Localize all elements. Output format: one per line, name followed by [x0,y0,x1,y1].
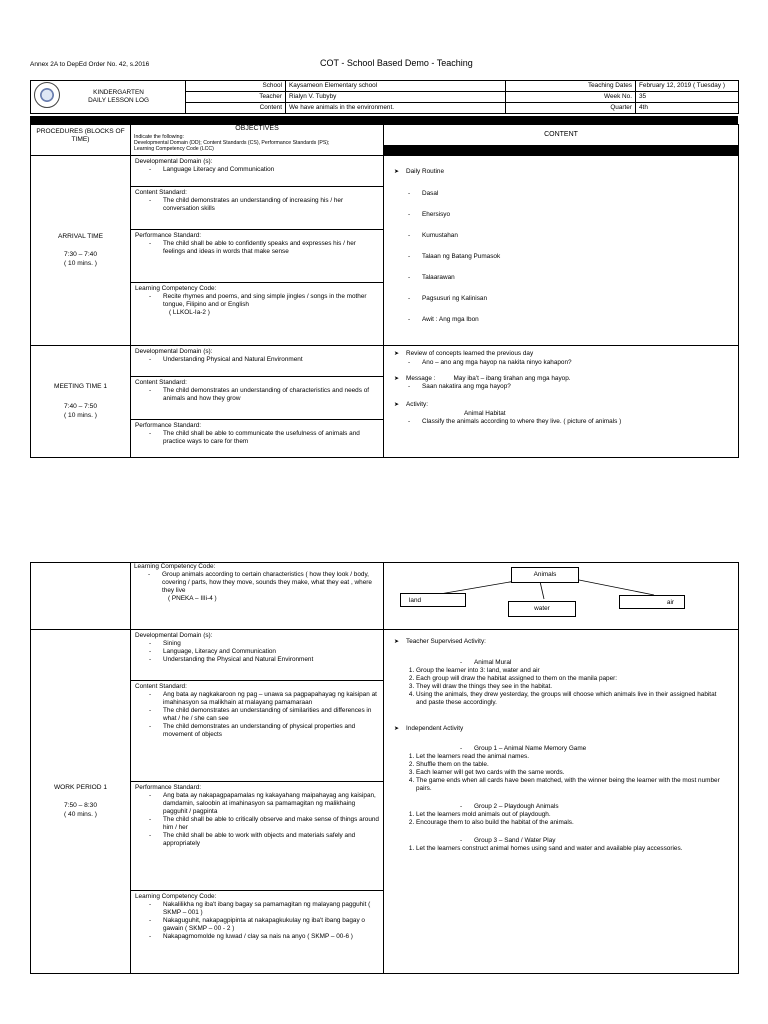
list-item: - Ang bata ay nagkakaroon ng pag – unawa sa pagpapahayag ng kaisipan at imahinasyon sa malikhain at malayang pamamaraan [153,691,379,707]
work-period-block: WORK PERIOD 1 7:50 – 8:30 ( 40 mins. ) [31,630,131,974]
meeting-objectives: Developmental Domain (s): - Understanding Physical and Natural Environment Content Standard: - The child demonstrates an understanding of characteristics and needs of animals and how they grow Performance Standard: - The child shall be able to communicate the usefulness of animals and practice ways to care for them [131,346,384,458]
diagram-root: Animals [511,567,579,583]
diagram-water: water [508,601,576,617]
annex-label: Annex 2A to DepEd Order No. 42, s.2016 [30,61,150,68]
meeting-time-block: MEETING TIME 1 7:40 – 7:50 ( 10 mins. ) [31,346,131,458]
teacher-value: Rialyn V. Tubyby [286,92,506,103]
list-item: 1. Let the learners mold animals out of playdough. [416,811,728,819]
animal-diagram [384,563,739,630]
page-2 [0,520,768,1024]
list-item: - Pagsusuri ng Kalinisan [412,295,728,303]
quarter-label: Quarter [506,103,636,114]
meeting-content: ➤ Review of concepts learned the previous day - Ano – ano ang mga hayop na nakita ninyo kahapon? ➤ Message : May iba't – ibang tirahan ang mga hayop. - Saan nakatira ang mga hayop? ➤ Activity: Animal Habitat - Classify the animals according to where they live. ( picture of animals ) [384,346,739,458]
group3-steps [394,845,728,853]
list-item: 4. Using the animals, they drew yesterday, the groups will choose which animals live in their assigned habitat and paste these accordingly. [416,691,728,707]
list-item: - Awit : Ang mga Ibon [412,316,728,324]
list-item: - Nakaguguhit, nakapagpipinta at nakapagkukulay ng iba't ibang bagay o gawain ( SKMP – 00 - 2 ) [153,917,379,933]
content-value: We have animals in the environment. [286,103,506,114]
list-item: - The child demonstrates an understanding of physical properties and movement of objects [153,723,379,739]
diagram-land: land [400,593,466,607]
list-item: - Ehersisyo [412,211,728,219]
work-objectives: Developmental Domain (s): - Sining - Language, Literacy and Communication - Understanding the Physical and Natural Environment Content Standard: - Ang bata ay nagkakaroon ng pag – unawa sa pagpapahayag ng kaisipan at imahinasyon sa malikhain at malayang pamamaraan - The child demonstrates an understanding of similarities and differences in what / he / she can see - The child demonstrates an understanding of physical properties and movement of objects Performance Standard: - Ang bata ay nakapagpapamalas ng kakayahang maipahayag ang kaisipan, damdamin, saloobin at imahinasyon sa pamamagitan ng malikhaing pagguhit / pagpinta - The child shall be able to critically observe and make sense of things around him / her - The child shall be able to work with objects and materials safely and appropriately Learning Competency Code: - Nakalilikha ng iba't ibang bagay sa pamamagitan ng malayang pagguhit ( SKMP – 001 ) - Nakaguguhit, nakapagpipinta at nakapagkukulay ng iba't ibang bagay o gawain ( SKMP – 00 - 2 ) - Nakapagmomolde ng luwad / clay sa nais na anyo ( SKMP – 00-6 ) [131,630,384,974]
list-item: 1. Let the learners read the animal names. [416,753,728,761]
week-label: Week No. [506,92,636,103]
list-item: - Nakalilikha ng iba't ibang bagay sa pamamagitan ng malayang pagguhit ( SKMP – 001 ) [153,901,379,917]
list-item: 1. Let the learners construct animal homes using sand and water and available play accessories. [416,845,728,853]
lesson-table-page1 [30,124,739,458]
group2-steps [394,811,728,827]
teacher-label: Teacher [186,92,286,103]
objectives-header: OBJECTIVES Indicate the following: Developmental Domain (DD); Content Standards (CS), Performance Standards (PS); Learning Competency Code (LCC) [131,125,384,156]
list-item: - Understanding the Physical and Natural Environment [153,656,379,664]
quarter-value: 4th [636,103,739,114]
list-item: - Language, Literacy and Communication [153,648,379,656]
arrival-content: ➤ Daily Routine - Dasal - Ehersisyo - Kumustahan - Talaan ng Batang Pumasok - Talaarawan - Pagsusuri ng Kalinisan - Awit : Ang mga Ibon [384,156,739,346]
content-header: CONTENT [384,125,739,156]
header-left-title: KINDERGARTEN DAILY LESSON LOG [31,81,186,114]
document-title: COT - School Based Demo - Teaching [320,58,473,68]
header-table [30,80,739,114]
list-item: 2. Each group will draw the habitat assigned to them on the manila paper: [416,675,728,683]
list-item: 3. Each learner will get two cards with the same words. [416,769,728,777]
list-item: 2. Encourage them to also build the habitat of the animals. [416,819,728,827]
list-item: 4. The game ends when all cards have been matched, with the winner being the learner with the most number pairs. [416,777,728,793]
black-divider [30,116,738,124]
list-item: - Nakapagmomolde ng luwad / clay sa nais na anyo ( SKMP – 00-6 ) [153,933,379,941]
tsa-steps [394,667,728,707]
list-item: - Talaan ng Batang Pumasok [412,253,728,261]
procedures-header: PROCEDURES (BLOCKS OF TIME) [31,125,131,156]
school-value: Kaysameon Elementary school [286,81,506,92]
group1-steps [394,753,728,793]
content-label: Content [186,103,286,114]
list-item: - Sining [153,640,379,648]
list-item: - The child demonstrates an understanding of similarities and differences in what / he / she can see [153,707,379,723]
arrival-objectives: Developmental Domain (s): - Language Literacy and Communication Content Standard: - The child demonstrates an understanding of increasing his / her conversation skills Performance Standard: - The child shall be able to confidently speaks and expresses his / her feelings and ideas in words that make sense Learning Competency Code: - Recite rhymes and poems, and sing simple jingles / songs in the mother tongue, Filipino and or English ( LLKOL-Ia-2 ) [131,156,384,346]
list-item: - Ang bata ay nakapagpapamalas ng kakayahang maipahayag ang kaisipan, damdamin, saloobin at imahinasyon sa pamamagitan ng malikhaing pagguhit / pagpinta [153,792,379,816]
list-item: - Kumustahan [412,232,728,240]
list-item: 1. Group the learner into 3: land, water and air [416,667,728,675]
list-item: - The child shall be able to work with objects and materials safely and appropriately [153,832,379,848]
lcc-grouping: Learning Competency Code: - Group animals according to certain characteristics ( how they look / body, covering / parts, how they move, sounds they make, what they eat , where they live ( PNEKA – IIIi-4 ) [131,563,384,630]
list-item: - Talaarawan [412,274,728,282]
diagram-air: air [619,595,685,609]
school-label: School [186,81,286,92]
arrival-time-block: ARRIVAL TIME 7:30 – 7:40 ( 10 mins. ) [31,156,131,346]
week-value: 35 [636,92,739,103]
dates-label: Teaching Dates [506,81,636,92]
lesson-table-page2 [30,562,739,974]
dates-value: February 12, 2019 ( Tuesday ) [636,81,739,92]
list-item: - Dasal [412,190,728,198]
work-content: ➤ Teacher Supervised Activity: - Animal Mural 1. Group the learner into 3: land, water and air 2. Each group will draw the habitat assigned to them on the manila paper: 3. They will draw the things they see in the habitat. 4. Using the animals, they drew yesterday, the groups will choose which animals live in their assigned habitat and paste these accordingly. ➤ Independent Activity - Group 1 – Animal Name Memory Game 1. Let the learners read the animal names. 2. Shuffle them on the table. 3. Each learner will get two cards with the same words. 4. The game ends when all cards have been matched, with the winner being the learner with the most number pairs. - Group 2 – Playdough Animals 1. Let the learners mold animals out of playdough. 2. Encourage them to also build the habitat of the animals. - Group 3 – Sand / Water Play 1. Let the learners construct animal homes using sand and water and available play accessories. [384,630,739,974]
list-item: - The child shall be able to critically observe and make sense of things around him / her [153,816,379,832]
list-item: 3. They will draw the things they see in the habitat. [416,683,728,691]
list-item: 2. Shuffle them on the table. [416,761,728,769]
